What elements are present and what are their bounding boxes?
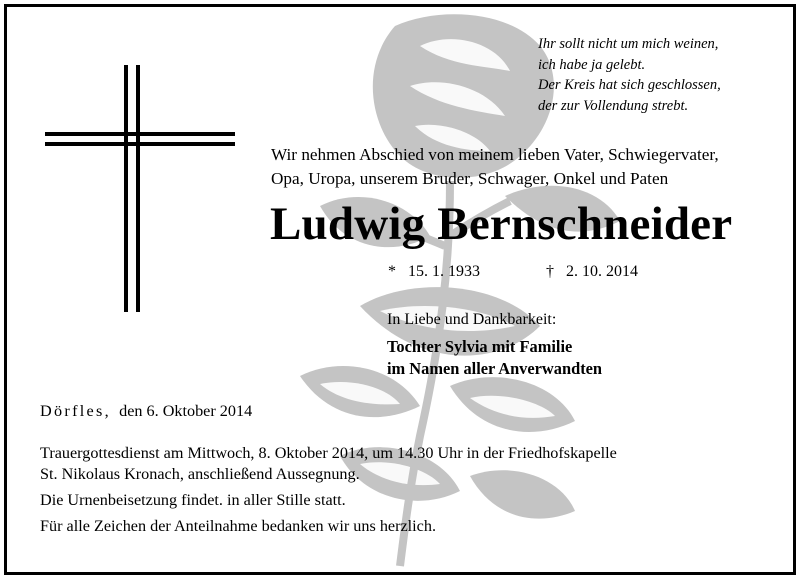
death-date [546,262,638,282]
signers [387,336,602,380]
signer-line: im Namen aller Anverwandten [387,359,603,378]
service-line: Trauergottesdienst am Mittwoch, 8. Oktober 2014, um 14.30 Uhr in der Friedhofskapelle [40,444,617,462]
urn-notice: Die Urnenbeisetzung findet. in aller Stille statt. [40,491,346,509]
birth-date [388,262,480,282]
place-date-value: den 6. Oktober 2014 [119,402,253,420]
poem-line: Ihr sollt nicht um mich weinen, [538,36,719,52]
farewell-intro [271,143,719,191]
closing-thanks: Für alle Zeichen der Anteilnahme bedanken wir uns herzlich. [40,517,437,535]
birth-symbol: * [388,263,396,280]
death-symbol: † [546,263,554,280]
service-info [40,443,617,537]
poem-line: ich habe ja gelebt. [538,56,646,73]
intro-line: Opa, Uropa, unserem Bruder, Schwager, Onkel und Paten [271,169,669,188]
poem-line: Der Kreis hat sich geschlossen, [538,77,721,93]
cross-icon [42,62,237,312]
place-date [40,401,252,421]
signer-line: Tochter Sylvia mit Familie [387,337,573,356]
intro-line: Wir nehmen Abschied von meinem lieben Vater, Schwiegervater, [271,145,719,164]
thanks-line: In Liebe und Dankbarkeit: [387,311,557,328]
deceased-name: Ludwig Bernschneider [270,198,733,250]
poem [538,34,721,116]
birth-date-value: 15. 1. 1933 [408,263,480,280]
death-date-value: 2. 10. 2014 [566,263,638,280]
place-city: Dörfles, [40,402,111,420]
service-line: St. Nikolaus Kronach, anschließend Aussegnung. [40,465,360,483]
poem-line: der zur Vollendung strebt. [538,97,689,114]
